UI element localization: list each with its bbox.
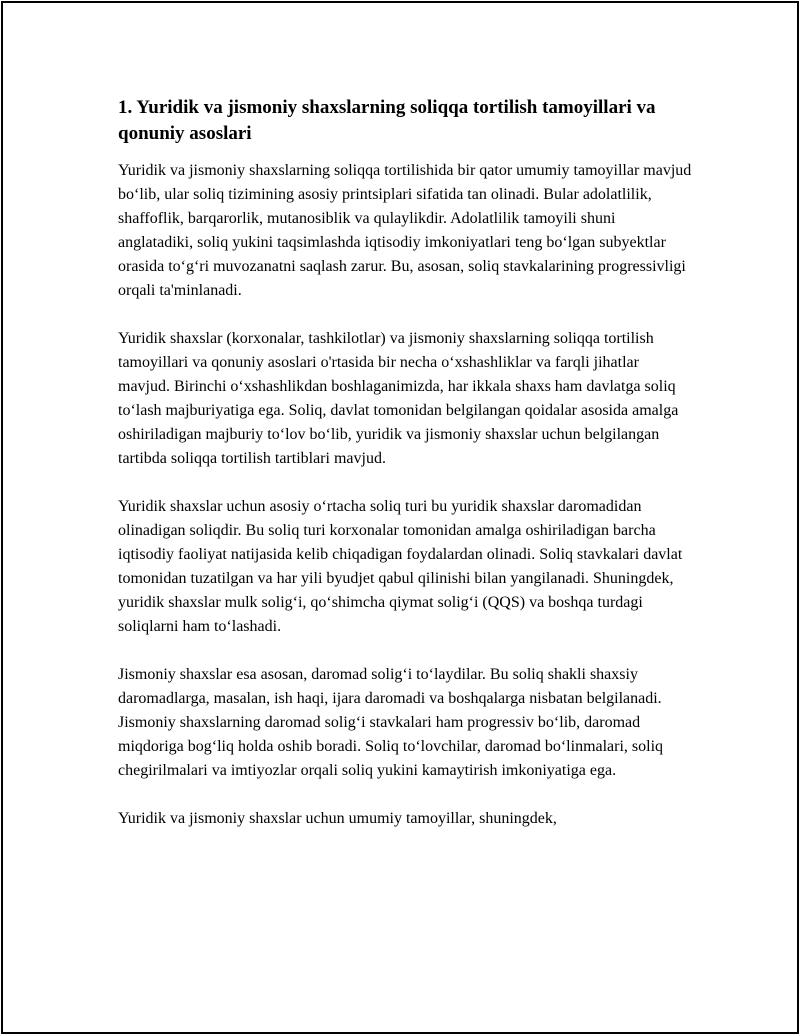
paragraph-similarities: Yuridik shaxslar (korxonalar, tashkilotlar) va jismoniy shaxslarning soliqqa tortilish tamoyillari va qonuniy asoslari o'rtasida bir necha o‘xshashliklar va farqli jihatlar mavjud. Birinchi o‘xshashlikdan boshlaganimizda, har ikkala shaxs ham davlatga soliq to‘lash majburiyatiga ega. Soliq, davlat tomonidan belgilangan qoidalar asosida amalga oshiriladigan majburiy to‘lov bo‘lib, yuridik va jismoniy shaxslar uchun belgilangan tartibda soliqqa tortilish tartiblari mavjud. [118, 330, 679, 467]
paragraph-individuals: Jismoniy shaxslar esa asosan, daromad solig‘i to‘laydilar. Bu soliq shakli shaxsiy daromadlarga, masalan, ish haqi, ijara daromadi va boshqalarga nisbatan belgilanadi. Jismoniy shaxslarning daromad solig‘i stavkalari ham progressiv bo‘lib, daromad miqdoriga bog‘liq holda oshib boradi. Soliq to‘lovchilar, daromad bo‘linmalari, soliq chegirilmalari va imtiyozlar orqali soliq yukini kamaytirish imkoniyatiga ega. [118, 666, 664, 779]
paragraph-general-principles: Yuridik va jismoniy shaxslar uchun umumiy tamoyillar, shuningdek, [118, 810, 557, 827]
document-body [118, 95, 693, 855]
paragraph-principles: Yuridik va jismoniy shaxslarning soliqqa tortilishida bir qator umumiy tamoyillar mavjud bo‘lib, ular soliq tizimining asosiy printsiplari sifatida tan olinadi. Bular adolatlilik, shaffoflik, barqarorlik, mutanosiblik va qulaylikdir. Adolatlilik tamoyili shuni anglatadiki, soliq yukini taqsimlashda iqtisodiy imkoniyatlari teng bo‘lgan subyektlar orasida to‘g‘ri muvozanatni saqlash zarur. Bu, asosan, soliq stavkalarining progressivligi orqali ta'minlanadi. [118, 162, 692, 299]
section-heading: 1. Yuridik va jismoniy shaxslarning soliqqa tortilish tamoyillari va qonuniy asoslari [118, 97, 656, 144]
paragraph-legal-entities: Yuridik shaxslar uchun asosiy o‘rtacha soliq turi bu yuridik shaxslar daromadidan olinadigan soliqdir. Bu soliq turi korxonalar tomonidan amalga oshiriladigan barcha iqtisodiy faoliyat natijasida kelib chiqadigan foydalardan olinadi. Soliq stavkalari davlat tomonidan tuzatilgan va har yili byudjet qabul qilinishi bilan yangilanadi. Shuningdek, yuridik shaxslar mulk solig‘i, qo‘shimcha qiymat solig‘i (QQS) va boshqa turdagi soliqlarni ham to‘lashadi. [118, 498, 683, 635]
